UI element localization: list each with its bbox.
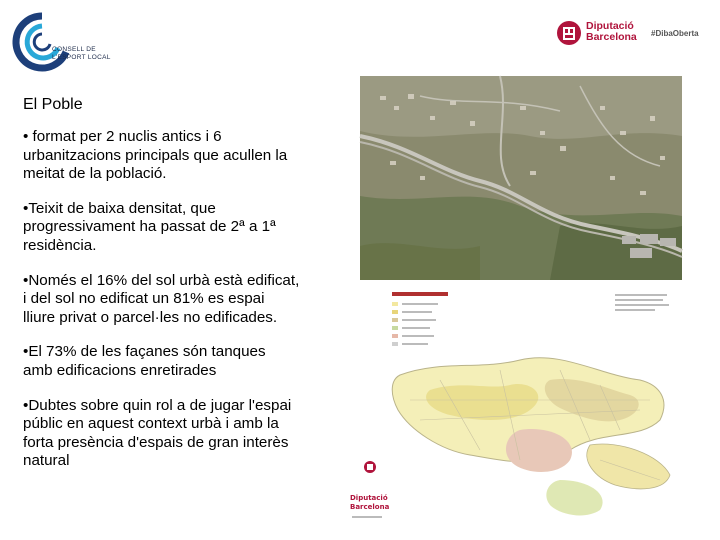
bullet-line: residència. xyxy=(23,236,97,254)
bullet-marker: • xyxy=(23,343,29,361)
logo-text-line-1: CONSELL DE xyxy=(52,46,96,53)
bullet-list xyxy=(23,128,358,487)
logo-text-line-2: L'ESPORT LOCAL xyxy=(52,54,111,61)
bullet-line: progressivament ha passat de 2ª a 1ª xyxy=(23,218,276,236)
bullet-line: meitat de la població. xyxy=(23,165,167,183)
bullet-marker: • xyxy=(23,396,29,414)
map-logo-line-2: Barcelona xyxy=(350,503,390,511)
bullet-line: lliure privat o parcel·les no edificades. xyxy=(23,308,278,326)
diputacio-name-line-1: Diputació xyxy=(586,20,634,32)
bullet-marker: • xyxy=(23,199,29,217)
consell-esport-local-logo xyxy=(12,12,122,72)
bullet-line: Dubtes sobre quin rol a de jugar l'espai xyxy=(28,396,292,414)
urban-plan-map xyxy=(350,280,682,526)
bullet-item xyxy=(23,200,358,256)
bullet-item xyxy=(23,272,358,328)
bullet-line: format per 2 nuclis antics i 6 xyxy=(32,128,222,145)
aerial-photo xyxy=(360,76,682,280)
bullet-line: i del sol no edificat un 81% es espai xyxy=(23,290,265,308)
bullet-line: amb edificacions enretirades xyxy=(23,361,217,379)
bullet-line: forta presència d'espais de gran interès xyxy=(23,433,289,451)
bullet-line: El 73% de les façanes són tanques xyxy=(28,343,266,361)
bullet-item xyxy=(23,397,358,471)
bullet-line: urbanitzacions principals que acullen la xyxy=(23,146,288,164)
bullet-item xyxy=(23,343,358,380)
map-logo-line-1: Diputació xyxy=(350,494,388,502)
bullet-marker: • xyxy=(23,271,29,289)
logo-mark-icon xyxy=(12,12,72,72)
bullet-line: públic en aquest context urbà i amb la xyxy=(23,415,279,433)
diputacio-seal-icon xyxy=(556,18,582,48)
bullet-line: Només el 16% del sol urbà està edificat, xyxy=(28,271,300,289)
hashtag-label: #DibaOberta xyxy=(651,29,699,38)
bullet-line: Teixit de baixa densitat, que xyxy=(28,199,216,217)
bullet-item xyxy=(23,128,358,184)
slide-title: El Poble xyxy=(23,96,83,113)
diputacio-name-line-2: Barcelona xyxy=(586,31,637,43)
bullet-marker: • xyxy=(23,128,33,145)
bullet-line: natural xyxy=(23,452,70,470)
